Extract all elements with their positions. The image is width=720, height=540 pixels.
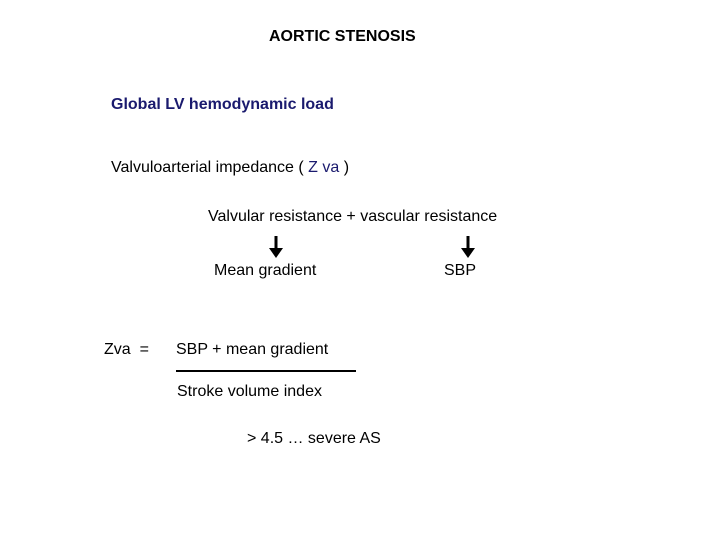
slide-title: AORTIC STENOSIS (269, 28, 416, 45)
impedance-prefix: Valvuloarterial impedance ( (111, 159, 309, 176)
impedance-symbol: Z va (308, 159, 340, 176)
arrow-down-icon (269, 236, 283, 258)
mean-gradient-label: Mean gradient (214, 262, 317, 279)
impedance-label (111, 158, 349, 177)
resistance-sum: Valvular resistance + vascular resistance (208, 208, 498, 225)
arrow-down-icon (461, 236, 475, 258)
global-load-label: Global LV hemodynamic load (111, 96, 334, 113)
severity-threshold: > 4.5 … severe AS (247, 430, 381, 447)
formula-denominator: Stroke volume index (177, 383, 322, 400)
formula-lhs: Zva = (104, 341, 149, 358)
sbp-label: SBP (444, 262, 477, 279)
impedance-suffix: ) (339, 159, 350, 176)
fraction-bar (176, 370, 356, 372)
formula-numerator: SBP + mean gradient (176, 341, 329, 358)
